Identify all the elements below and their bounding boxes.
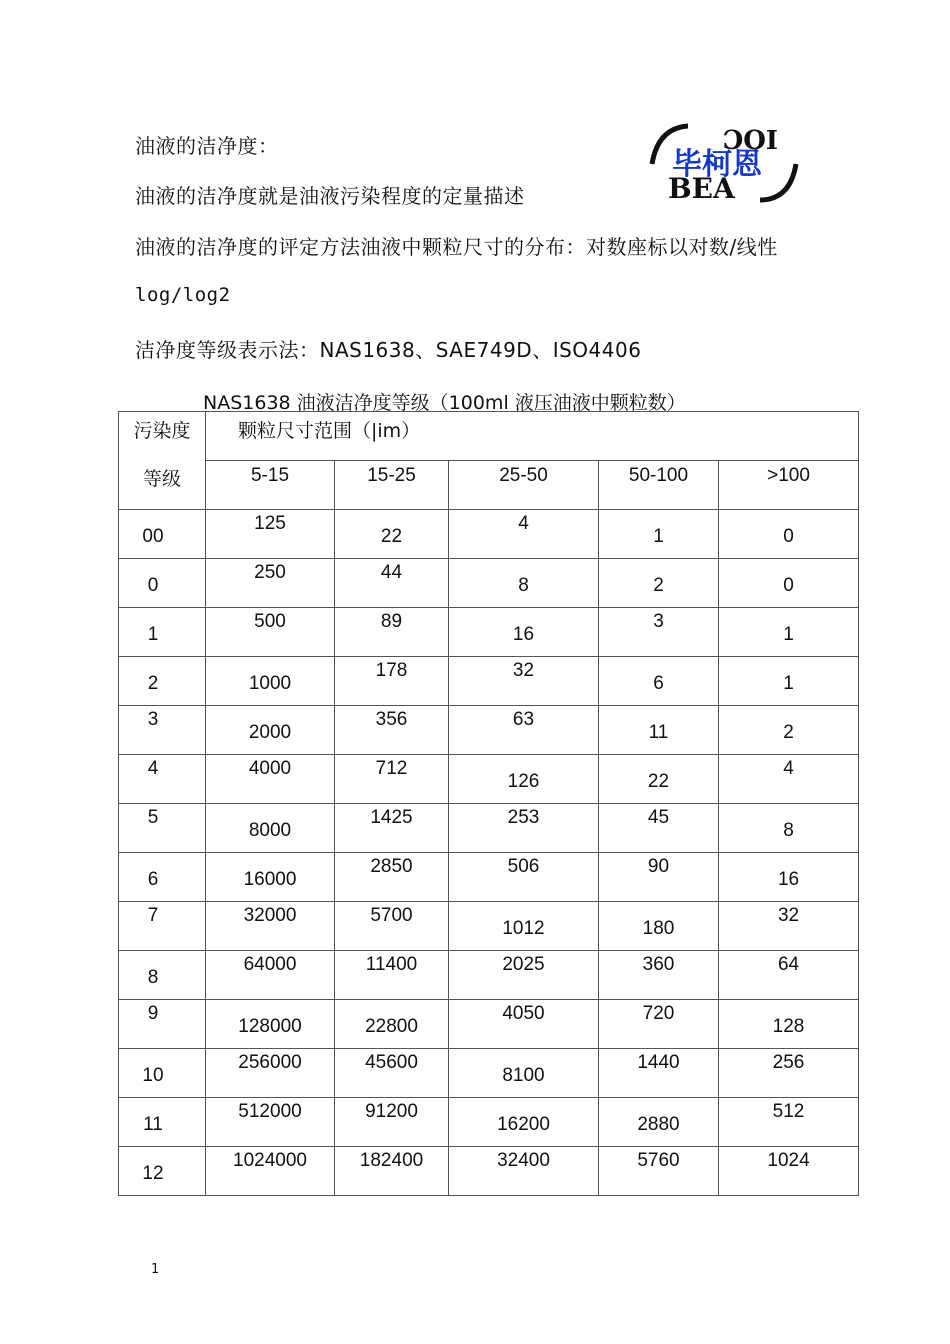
particle-count-value: 63 xyxy=(512,709,535,730)
particle-count-value: 1 xyxy=(783,673,794,694)
grade-value: 0 xyxy=(147,575,159,596)
column-header-cell xyxy=(719,461,859,510)
particle-count-value: 11400 xyxy=(365,954,418,975)
particle-count-cell xyxy=(599,755,719,804)
grade-value: 9 xyxy=(147,1003,159,1024)
particle-count-cell xyxy=(206,657,335,706)
particle-count-cell xyxy=(599,559,719,608)
particle-count-value: 45 xyxy=(647,807,670,828)
grade-value: 00 xyxy=(142,526,164,547)
particle-count-cell xyxy=(599,1147,719,1196)
particle-count-value: 5700 xyxy=(370,905,413,926)
particle-count-value: 16 xyxy=(777,869,800,890)
particle-count-cell xyxy=(206,706,335,755)
grade-cell xyxy=(119,853,206,902)
particle-count-value: 2000 xyxy=(248,722,292,743)
particle-count-value: 256 xyxy=(772,1052,805,1073)
particle-count-value: 22800 xyxy=(365,1016,418,1037)
particle-count-cell xyxy=(719,951,859,1000)
grade-cell xyxy=(119,1000,206,1049)
particle-count-cell xyxy=(599,1049,719,1098)
particle-count-value: 22 xyxy=(647,771,670,792)
grade-value: 8 xyxy=(147,967,159,988)
grade-value: 1 xyxy=(147,624,159,645)
grade-cell xyxy=(119,657,206,706)
particle-count-cell xyxy=(449,804,599,853)
particle-count-value: 16000 xyxy=(243,869,297,890)
column-header-row xyxy=(119,461,859,510)
column-header-label: 25-50 xyxy=(499,465,548,486)
page-number: 1 xyxy=(151,1262,160,1277)
particle-count-value: 1000 xyxy=(248,673,292,694)
particle-count-value: 4000 xyxy=(248,758,292,779)
particle-count-cell xyxy=(599,608,719,657)
particle-count-cell xyxy=(206,510,335,559)
particle-count-cell xyxy=(599,706,719,755)
particle-count-cell xyxy=(449,1147,599,1196)
particle-count-value: 506 xyxy=(507,856,540,877)
grade-header-label-2: 等级 xyxy=(142,468,181,490)
particle-count-cell xyxy=(449,1049,599,1098)
particle-count-cell xyxy=(449,559,599,608)
particle-count-value: 712 xyxy=(375,758,408,779)
particle-count-cell xyxy=(335,510,449,559)
grade-cell xyxy=(119,755,206,804)
grade-value: 3 xyxy=(147,709,159,730)
particle-count-cell xyxy=(449,902,599,951)
size-range-label: 颗粒尺寸范围（|im） xyxy=(238,420,421,442)
particle-count-value: 2850 xyxy=(370,856,413,877)
table-row xyxy=(119,804,859,853)
particle-count-value: 2025 xyxy=(502,954,545,975)
particle-count-cell xyxy=(206,608,335,657)
particle-count-cell xyxy=(335,1000,449,1049)
particle-count-cell xyxy=(599,853,719,902)
particle-count-value: 32 xyxy=(777,905,800,926)
particle-count-cell xyxy=(206,755,335,804)
logo-chinese-text: 毕柯恩 xyxy=(672,147,762,182)
grade-value: 2 xyxy=(147,673,159,694)
column-header-label: 15-25 xyxy=(367,465,416,486)
particle-count-cell xyxy=(449,510,599,559)
column-header-cell xyxy=(335,461,449,510)
grade-value: 7 xyxy=(147,905,159,926)
grade-cell xyxy=(119,1147,206,1196)
particle-count-cell xyxy=(599,510,719,559)
particle-count-value: 64000 xyxy=(243,954,297,975)
particle-count-cell xyxy=(335,804,449,853)
particle-count-value: 1 xyxy=(783,624,794,645)
table-row xyxy=(119,510,859,559)
particle-count-cell xyxy=(719,706,859,755)
particle-count-value: 356 xyxy=(375,709,408,730)
particle-count-cell xyxy=(599,657,719,706)
evaluation-method-text: 油液的洁净度的评定方法油液中颗粒尺寸的分布：对数座标以对数/线性 xyxy=(135,235,778,259)
particle-count-cell xyxy=(206,1000,335,1049)
particle-count-cell xyxy=(335,1098,449,1147)
particle-count-cell xyxy=(206,902,335,951)
grade-cell xyxy=(119,510,206,559)
grade-cell xyxy=(119,951,206,1000)
particle-count-cell xyxy=(335,1049,449,1098)
table-row xyxy=(119,755,859,804)
table-row xyxy=(119,853,859,902)
particle-count-value: 4050 xyxy=(502,1003,545,1024)
table-row xyxy=(119,1147,859,1196)
company-logo xyxy=(648,120,800,204)
nas1638-table xyxy=(118,411,859,1196)
particle-count-value: 4 xyxy=(518,513,529,534)
particle-count-value: 2 xyxy=(783,722,794,743)
particle-count-value: 1 xyxy=(653,526,664,547)
particle-count-value: 16200 xyxy=(497,1114,550,1135)
column-header-cell xyxy=(449,461,599,510)
table-caption: NAS1638 油液洁净度等级（100ml 液压油液中颗粒数） xyxy=(203,392,686,414)
particle-count-cell xyxy=(449,951,599,1000)
grade-header-label: 污染度 xyxy=(133,420,191,442)
particle-count-value: 8100 xyxy=(502,1065,545,1086)
table-row xyxy=(119,1098,859,1147)
particle-count-value: 89 xyxy=(380,611,403,632)
particle-count-value: 253 xyxy=(507,807,540,828)
particle-count-cell xyxy=(335,657,449,706)
particle-count-value: 720 xyxy=(642,1003,675,1024)
particle-count-value: 44 xyxy=(380,562,403,583)
grade-value: 5 xyxy=(147,807,159,828)
particle-count-value: 180 xyxy=(642,918,675,939)
table-row xyxy=(119,1000,859,1049)
particle-count-cell xyxy=(335,755,449,804)
particle-count-cell xyxy=(335,608,449,657)
grade-value: 10 xyxy=(142,1065,164,1086)
grade-header-cell xyxy=(119,412,206,510)
particle-count-value: 45600 xyxy=(365,1052,418,1073)
particle-count-value: 6 xyxy=(653,673,664,694)
particle-count-cell xyxy=(599,951,719,1000)
grade-cell xyxy=(119,1049,206,1098)
logo-letters-top: IOC xyxy=(722,123,778,153)
grade-value: 11 xyxy=(143,1114,163,1135)
column-header-label: 50-100 xyxy=(628,465,689,486)
particle-count-cell xyxy=(599,902,719,951)
particle-count-cell xyxy=(719,902,859,951)
particle-count-cell xyxy=(206,1049,335,1098)
particle-count-cell xyxy=(449,1098,599,1147)
size-range-header xyxy=(206,412,859,461)
standards-text: 洁净度等级表示法：NAS1638、SAE749D、ISO4406 xyxy=(135,338,642,362)
particle-count-value: 2 xyxy=(653,575,664,596)
particle-count-cell xyxy=(719,804,859,853)
particle-count-cell xyxy=(449,755,599,804)
particle-count-cell xyxy=(206,1147,335,1196)
particle-count-cell xyxy=(449,608,599,657)
particle-count-value: 0 xyxy=(783,526,794,547)
particle-count-cell xyxy=(335,706,449,755)
log-scale-text: log/log2 xyxy=(135,284,231,306)
particle-count-value: 8 xyxy=(783,820,794,841)
particle-count-cell xyxy=(335,902,449,951)
particle-count-cell xyxy=(719,853,859,902)
particle-count-cell xyxy=(719,510,859,559)
particle-count-cell xyxy=(719,1098,859,1147)
particle-count-cell xyxy=(335,1147,449,1196)
particle-count-value: 1012 xyxy=(502,918,545,939)
particle-count-value: 11 xyxy=(648,722,669,743)
particle-count-value: 250 xyxy=(254,562,286,583)
particle-count-cell xyxy=(449,657,599,706)
heading-cleanliness: 油液的洁净度： xyxy=(135,134,279,158)
table-row xyxy=(119,657,859,706)
particle-count-cell xyxy=(599,804,719,853)
particle-count-cell xyxy=(206,1098,335,1147)
particle-count-value: 3 xyxy=(653,611,664,632)
particle-count-cell xyxy=(449,853,599,902)
grade-cell xyxy=(119,902,206,951)
table-row xyxy=(119,608,859,657)
particle-count-cell xyxy=(719,1000,859,1049)
particle-count-cell xyxy=(335,853,449,902)
particle-count-value: 1440 xyxy=(637,1052,680,1073)
particle-count-value: 8 xyxy=(518,575,529,596)
particle-count-value: 32 xyxy=(512,660,535,681)
particle-count-value: 90 xyxy=(647,856,670,877)
grade-cell xyxy=(119,608,206,657)
column-header-label: >100 xyxy=(767,465,810,486)
particle-count-cell xyxy=(719,1049,859,1098)
particle-count-cell xyxy=(206,951,335,1000)
grade-value: 12 xyxy=(142,1163,164,1184)
particle-count-value: 91200 xyxy=(365,1101,418,1122)
grade-cell xyxy=(119,1098,206,1147)
particle-count-cell xyxy=(449,706,599,755)
particle-count-cell xyxy=(599,1000,719,1049)
table-row xyxy=(119,951,859,1000)
particle-count-cell xyxy=(719,608,859,657)
particle-count-value: 1024000 xyxy=(233,1150,307,1171)
column-header-cell xyxy=(599,461,719,510)
particle-count-value: 128 xyxy=(772,1016,805,1037)
grade-value: 4 xyxy=(147,758,159,779)
table-row xyxy=(119,706,859,755)
particle-count-cell xyxy=(719,1147,859,1196)
particle-count-cell xyxy=(719,559,859,608)
particle-count-value: 32400 xyxy=(497,1150,550,1171)
particle-count-cell xyxy=(206,804,335,853)
particle-count-value: 512 xyxy=(772,1101,805,1122)
particle-count-cell xyxy=(599,1098,719,1147)
grade-cell xyxy=(119,804,206,853)
column-header-label: 5-15 xyxy=(250,465,290,486)
particle-count-value: 178 xyxy=(375,660,408,681)
particle-count-value: 16 xyxy=(512,624,535,645)
particle-count-cell xyxy=(206,853,335,902)
particle-count-value: 64 xyxy=(777,954,800,975)
particle-count-cell xyxy=(449,1000,599,1049)
particle-count-value: 126 xyxy=(507,771,540,792)
particle-count-value: 5760 xyxy=(637,1150,680,1171)
particle-count-value: 360 xyxy=(642,954,675,975)
particle-count-cell xyxy=(719,657,859,706)
particle-count-value: 1024 xyxy=(767,1150,810,1171)
particle-count-value: 32000 xyxy=(243,905,297,926)
particle-count-value: 4 xyxy=(783,758,794,779)
particle-count-value: 2880 xyxy=(637,1114,680,1135)
particle-count-value: 500 xyxy=(254,611,286,632)
grade-cell xyxy=(119,706,206,755)
particle-count-cell xyxy=(719,755,859,804)
particle-count-value: 128000 xyxy=(238,1016,302,1037)
particle-count-cell xyxy=(335,951,449,1000)
particle-count-cell xyxy=(335,559,449,608)
table-row xyxy=(119,1049,859,1098)
particle-count-value: 182400 xyxy=(359,1150,424,1171)
particle-count-value: 22 xyxy=(380,526,403,547)
particle-count-cell xyxy=(206,559,335,608)
column-header-cell xyxy=(206,461,335,510)
grade-cell xyxy=(119,559,206,608)
particle-count-value: 0 xyxy=(783,575,794,596)
particle-count-value: 256000 xyxy=(238,1052,302,1073)
particle-count-value: 125 xyxy=(254,513,286,534)
definition-text: 油液的洁净度就是油液污染程度的定量描述 xyxy=(135,184,525,208)
table-row xyxy=(119,902,859,951)
logo-letters-bottom: BEA xyxy=(668,172,735,204)
particle-count-value: 8000 xyxy=(248,820,292,841)
particle-count-value: 1425 xyxy=(370,807,413,828)
table-row xyxy=(119,559,859,608)
grade-value: 6 xyxy=(147,869,159,890)
particle-count-value: 512000 xyxy=(238,1101,302,1122)
